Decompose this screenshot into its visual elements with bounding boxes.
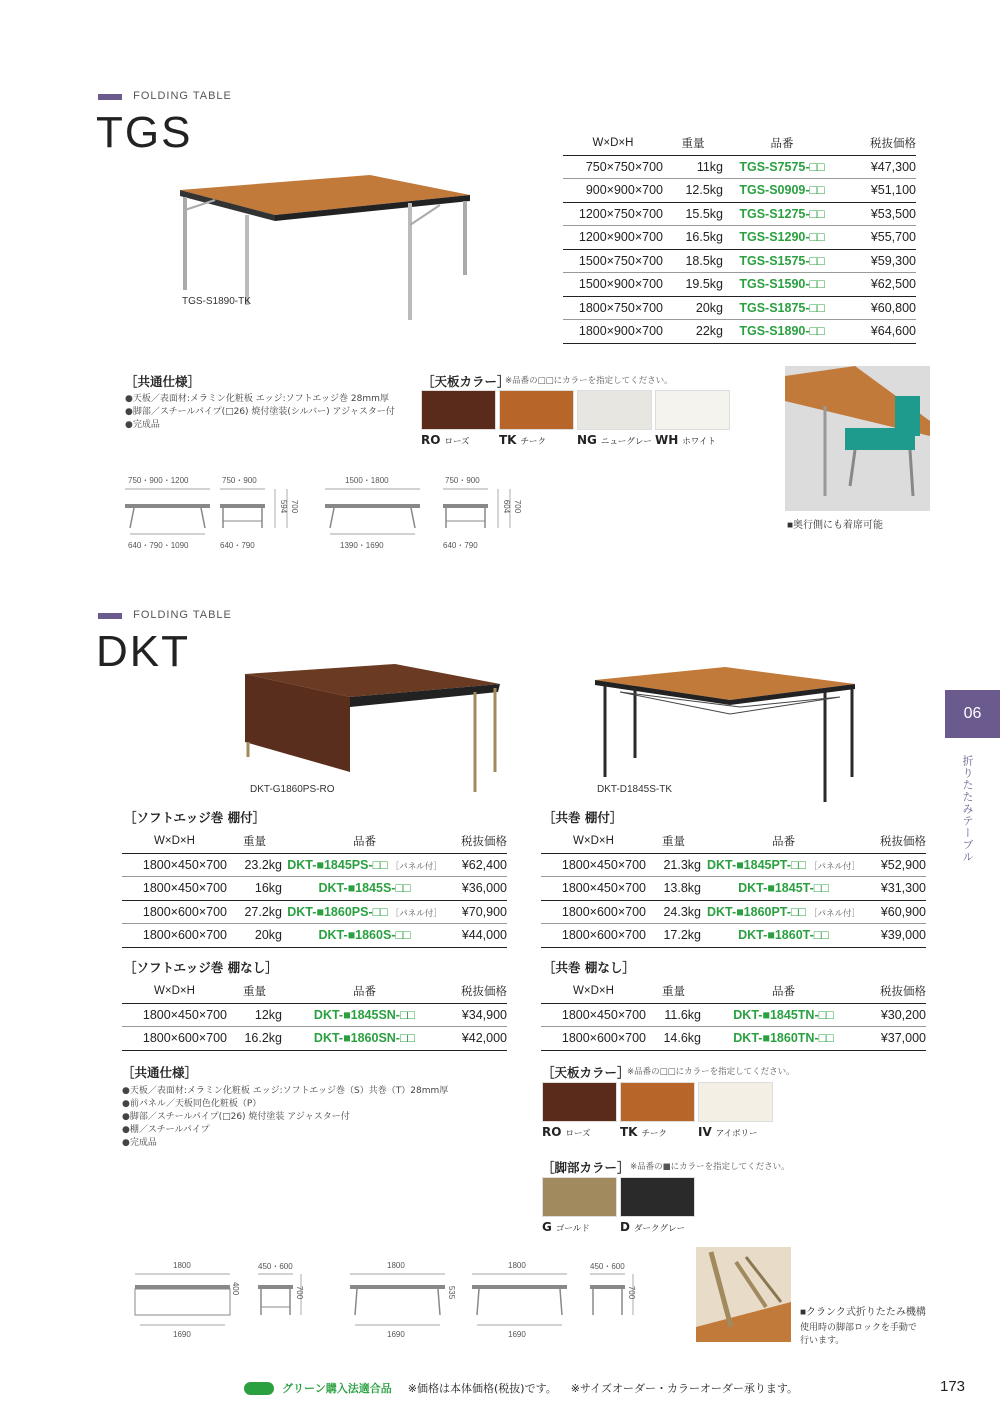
spec-item: ●天板／表面材:メラミン化粧板 エッジ:ソフトエッジ巻（S）共巻（T）28mm厚 [122, 1086, 449, 1096]
table-row [563, 226, 916, 250]
cell-code: DKT-■1860PT-□□ [706, 904, 807, 919]
color-swatch-item [499, 390, 574, 447]
tgs-section-label: FOLDING TABLE [98, 85, 232, 104]
section-bar [98, 94, 122, 100]
dkt-price-table [541, 830, 926, 948]
dim-label: 1690 [508, 1330, 526, 1339]
spec-item: ●天板／表面材:メラミン化粧板 エッジ:ソフトエッジ巻 28mm厚 [125, 394, 389, 404]
table-row [122, 877, 507, 901]
panel-note: ［パネル付］ [390, 860, 442, 871]
cell-code: DKT-■1860PS-□□ [287, 904, 388, 919]
panel-note: ［パネル付］ [390, 907, 442, 918]
green-label: グリーン購入法適合品 [282, 1382, 392, 1395]
chapter-tab-label: 折りたたみテーブル [961, 755, 974, 863]
dim-label: 400 [231, 1281, 241, 1296]
dim-label: 700 [513, 499, 523, 514]
tgs-side-photo [785, 366, 930, 511]
cell-price: ¥36,000 [461, 881, 507, 896]
swatch-code: IV [698, 1125, 712, 1139]
swatch-code: TK [499, 433, 517, 447]
dim-label: 640・790 [443, 541, 478, 550]
cell-price: ¥64,600 [870, 324, 916, 339]
cell-weight: 12kg [254, 1007, 282, 1022]
cell-price: ¥31,300 [880, 881, 926, 896]
swatch-name: ダークグレー [633, 1224, 685, 1234]
cell-price: ¥60,900 [880, 904, 926, 919]
color-swatch [577, 390, 652, 430]
spec-item: ●脚部／スチールパイプ(□26) 焼付塗装 アジャスター付 [122, 1112, 350, 1122]
cell-code: TGS-S1290-□□ [739, 230, 825, 245]
cell-price: ¥47,300 [870, 159, 916, 174]
swatch-label [698, 1125, 773, 1139]
cell-size: 1800×600×700 [142, 1031, 227, 1046]
cell-price: ¥37,000 [880, 1031, 926, 1046]
crank-caption: ■クランク式折りたたみ機構 [800, 1307, 926, 1318]
table-header [122, 980, 507, 1004]
header-cell: W×D×H [573, 835, 614, 848]
cell-size: 1800×450×700 [561, 881, 646, 896]
cell-weight: 20kg [695, 300, 723, 315]
color-swatch [620, 1177, 695, 1217]
footer [244, 1380, 798, 1396]
col-size: W×D×H [592, 137, 634, 150]
cell-size: 1800×450×700 [561, 1007, 646, 1022]
header-cell: 税抜価格 [461, 836, 507, 849]
table-row [122, 924, 507, 948]
dkt-price-table [541, 980, 926, 1051]
swatch-label [421, 433, 496, 447]
table-header [541, 980, 926, 1004]
table-row [563, 156, 916, 180]
dim-drawing-side [253, 1271, 313, 1329]
header-cell: W×D×H [573, 985, 614, 998]
dim-label: 640・790・1090 [128, 541, 189, 550]
color-swatch [499, 390, 574, 430]
cell-code: TGS-S1275-□□ [739, 206, 825, 221]
cell-code-wrap [282, 858, 447, 872]
cell-weight: 24.3kg [663, 904, 701, 919]
cell-weight: 12.5kg [685, 183, 723, 198]
cell-price: ¥60,800 [870, 300, 916, 315]
cell-price: ¥53,500 [870, 206, 916, 221]
tgs-spec-list [125, 393, 395, 432]
dkt-photo1-caption: DKT-G1860PS-RO [250, 784, 335, 795]
cell-weight: 21.3kg [663, 857, 701, 872]
color-swatch [698, 1082, 773, 1122]
dim-label: 750・900・1200 [128, 476, 189, 485]
swatch-code: G [542, 1220, 552, 1234]
cell-size: 1800×450×700 [142, 857, 227, 872]
color-swatch [655, 390, 730, 430]
cell-weight: 14.6kg [663, 1031, 701, 1046]
cell-size: 1800×450×700 [561, 857, 646, 872]
dim-label: 1800 [173, 1261, 191, 1270]
swatch-name: ゴールド [555, 1224, 590, 1234]
cell-code: DKT-■1845S-□□ [318, 881, 411, 896]
dkt-table-heading: ［共巻 棚付］ [543, 810, 623, 825]
cell-code: DKT-■1845T-□□ [738, 881, 829, 896]
header-cell: W×D×H [154, 985, 195, 998]
cell-size: 1800×600×700 [561, 928, 646, 943]
col-code: 品番 [770, 138, 794, 151]
header-cell: 品番 [772, 986, 795, 999]
dim-label: 750・900 [445, 476, 480, 485]
table-header [541, 830, 926, 854]
cell-code: DKT-■1845PS-□□ [287, 857, 388, 872]
swatch-label [620, 1220, 695, 1234]
table-row [122, 1004, 507, 1028]
table-row [541, 877, 926, 901]
table-row [541, 924, 926, 948]
dim-drawing-panel [130, 1271, 240, 1329]
color-swatch [421, 390, 496, 430]
dim-drawing-front-2 [467, 1271, 577, 1329]
cell-size: 1800×450×700 [142, 1007, 227, 1022]
dim-label: 594 [279, 499, 289, 514]
cell-size: 900×900×700 [585, 183, 663, 198]
cell-code-wrap [701, 858, 866, 872]
color-swatch [542, 1177, 617, 1217]
cell-price: ¥59,300 [870, 253, 916, 268]
cell-code-wrap [282, 905, 447, 919]
swatch-label [542, 1125, 617, 1139]
cell-weight: 20kg [254, 928, 282, 943]
cell-price: ¥30,200 [880, 1007, 926, 1022]
cell-price: ¥52,900 [880, 857, 926, 872]
swatch-name: チーク [641, 1129, 667, 1139]
table-row [122, 854, 507, 878]
cell-size: 1800×600×700 [561, 1031, 646, 1046]
cell-weight: 13.8kg [663, 881, 701, 896]
table-row [122, 1027, 507, 1051]
swatch-code: RO [421, 433, 441, 447]
header-cell: 重量 [662, 836, 685, 849]
cell-code: DKT-■1845PT-□□ [706, 857, 807, 872]
swatch-label [577, 433, 652, 447]
dim-label: 700 [290, 499, 300, 514]
cell-code: TGS-S0909-□□ [739, 183, 825, 198]
dkt-top-color-heading: ［天板カラー］ [542, 1065, 630, 1080]
panel-note: ［パネル付］ [809, 907, 861, 918]
cell-code-wrap [282, 1008, 447, 1022]
dkt-price-table [122, 980, 507, 1051]
tgs-color-heading: ［天板カラー］ [422, 374, 510, 389]
dkt-top-swatches [542, 1082, 773, 1139]
cell-weight: 23.2kg [244, 857, 282, 872]
cell-weight: 16kg [254, 881, 282, 896]
cell-size: 1800×600×700 [142, 928, 227, 943]
cell-code: TGS-S1590-□□ [739, 277, 825, 292]
cell-price: ¥70,900 [461, 904, 507, 919]
cell-size: 1200×750×700 [578, 206, 663, 221]
crank-text-2: 行います。 [800, 1335, 845, 1345]
tgs-color-note: ※品番の□□にカラーを指定してください。 [505, 376, 673, 386]
dim-label: 1800 [508, 1261, 526, 1270]
dkt-top-color-note: ※品番の□□にカラーを指定してください。 [627, 1067, 795, 1077]
color-swatch-item [620, 1082, 695, 1139]
footer-note-1: ※価格は本体価格(税抜)です。 [407, 1382, 557, 1395]
cell-code-wrap [701, 1008, 866, 1022]
dim-drawing-side-2 [585, 1271, 645, 1329]
color-swatch-item [655, 390, 730, 447]
table-row [563, 297, 916, 321]
col-price: 税抜価格 [870, 138, 916, 151]
cell-code: DKT-■1860SN-□□ [313, 1031, 416, 1046]
dim-label: 750・900 [222, 476, 257, 485]
header-cell: W×D×H [154, 835, 195, 848]
dkt-table-heading: ［共巻 棚なし］ [543, 960, 635, 975]
cell-code-wrap [701, 1031, 866, 1045]
cell-code: TGS-S7575-□□ [739, 159, 825, 174]
cell-size: 1500×750×700 [578, 253, 663, 268]
crank-photo [696, 1247, 791, 1342]
cell-code-wrap [282, 881, 447, 895]
header-cell: 品番 [353, 986, 376, 999]
table-row [563, 250, 916, 274]
cell-code: DKT-■1860T-□□ [738, 928, 829, 943]
cell-weight: 16.2kg [244, 1031, 282, 1046]
dkt-title: DKT [96, 627, 190, 676]
cell-code-wrap [282, 928, 447, 942]
cell-weight: 18.5kg [685, 253, 723, 268]
cell-code: DKT-■1845SN-□□ [313, 1007, 416, 1022]
swatch-name: ローズ [444, 437, 470, 447]
dim-label: 450・600 [258, 1262, 293, 1271]
swatch-name: ホワイト [682, 437, 717, 447]
color-swatch [542, 1082, 617, 1122]
swatch-code: TK [620, 1125, 638, 1139]
cell-size: 1800×600×700 [561, 904, 646, 919]
cell-price: ¥62,500 [870, 277, 916, 292]
header-cell: 税抜価格 [880, 986, 926, 999]
table-row [541, 1027, 926, 1051]
table-row [122, 901, 507, 925]
swatch-name: ローズ [565, 1129, 591, 1139]
swatch-code: D [620, 1220, 630, 1234]
spec-item: ●脚部／スチールパイプ(□26) 焼付塗装(シルバー) アジャスター付 [125, 407, 395, 417]
dkt-photo-1 [240, 662, 510, 802]
cell-size: 1800×900×700 [578, 324, 663, 339]
cell-price: ¥55,700 [870, 230, 916, 245]
dkt-spec-heading: ［共通仕様］ [122, 1065, 198, 1080]
section-bar [98, 613, 122, 619]
header-cell: 税抜価格 [461, 986, 507, 999]
dim-label: 1800 [387, 1261, 405, 1270]
cell-size: 1200×900×700 [578, 230, 663, 245]
swatch-name: ニューグレー [600, 437, 652, 447]
color-swatch-item [620, 1177, 695, 1234]
cell-code-wrap [701, 881, 866, 895]
dim-drawing-front [345, 1271, 455, 1329]
tgs-photo-caption: TGS-S1890-TK [182, 296, 251, 307]
dim-label: 700 [627, 1285, 637, 1300]
table-header [563, 132, 916, 156]
spec-item: ●棚／スチールパイプ [122, 1125, 210, 1135]
color-swatch-item [421, 390, 496, 447]
swatch-code: WH [655, 433, 679, 447]
panel-note: ［パネル付］ [809, 860, 861, 871]
crank-text-1: 使用時の脚部ロックを手動で [800, 1322, 917, 1332]
cell-price: ¥44,000 [461, 928, 507, 943]
cell-code: DKT-■1860TN-□□ [733, 1031, 834, 1046]
header-cell: 重量 [243, 836, 266, 849]
color-swatch-item [542, 1177, 617, 1234]
dim-label: 450・600 [590, 1262, 625, 1271]
cell-code: TGS-S1875-□□ [739, 300, 825, 315]
dkt-leg-color-heading: ［脚部カラー］ [542, 1160, 630, 1175]
swatch-name: アイボリー [715, 1129, 758, 1139]
dkt-leg-swatches [542, 1177, 695, 1234]
cell-code-wrap [701, 928, 866, 942]
table-row [563, 320, 916, 344]
cell-price: ¥39,000 [880, 928, 926, 943]
cell-weight: 11kg [696, 159, 723, 174]
swatch-code: RO [542, 1125, 562, 1139]
tgs-price-table [563, 132, 916, 344]
dkt-section-label: FOLDING TABLE [98, 604, 232, 623]
spec-item: ●完成品 [122, 1138, 157, 1148]
table-row [541, 901, 926, 925]
dkt-table-heading: ［ソフトエッジ巻 棚付］ [124, 810, 266, 825]
cell-price: ¥62,400 [461, 857, 507, 872]
dkt-dimension-drawings [125, 1258, 665, 1343]
dim-label: 1690 [387, 1330, 405, 1339]
cell-price: ¥51,100 [870, 183, 916, 198]
cell-code-wrap [282, 1031, 447, 1045]
table-row [541, 854, 926, 878]
table-header [122, 830, 507, 854]
cell-size: 1800×750×700 [578, 300, 663, 315]
dim-label: 640・790 [220, 541, 255, 550]
dkt-price-table [122, 830, 507, 948]
cell-size: 1800×600×700 [142, 904, 227, 919]
cell-weight: 11.6kg [664, 1007, 701, 1022]
cell-weight: 15.5kg [685, 206, 723, 221]
table-row [563, 179, 916, 203]
dkt-spec-list [122, 1085, 448, 1150]
dkt-photo2-caption: DKT-D1845S-TK [597, 784, 673, 795]
cell-weight: 16.5kg [685, 230, 723, 245]
color-swatch-item [698, 1082, 773, 1139]
color-swatch-item [577, 390, 652, 447]
tgs-spec-heading: ［共通仕様］ [125, 374, 201, 389]
footer-note-2: ※サイズオーダー・カラーオーダー承ります。 [570, 1382, 798, 1395]
swatch-label [620, 1125, 695, 1139]
swatch-name: チーク [520, 437, 546, 447]
cell-weight: 27.2kg [244, 904, 282, 919]
header-cell: 重量 [243, 986, 266, 999]
table-row [541, 1004, 926, 1028]
dim-label: 1690 [173, 1330, 191, 1339]
spec-item: ●前パネル／天板同色化粧板（P） [122, 1099, 262, 1109]
header-cell: 品番 [353, 836, 376, 849]
table-row [563, 203, 916, 227]
cell-size: 1800×450×700 [142, 881, 227, 896]
color-swatch-item [542, 1082, 617, 1139]
swatch-label [655, 433, 730, 447]
cell-code-wrap [701, 905, 866, 919]
dim-label: 1390・1690 [340, 541, 384, 550]
cell-weight: 17.2kg [663, 928, 701, 943]
col-weight: 重量 [681, 138, 705, 151]
swatch-label [542, 1220, 617, 1234]
swatch-label [499, 433, 574, 447]
chapter-tab-number[interactable]: 06 [945, 690, 1000, 738]
cell-price: ¥42,000 [461, 1031, 507, 1046]
header-cell: 税抜価格 [880, 836, 926, 849]
dkt-leg-color-note: ※品番の■にカラーを指定してください。 [630, 1162, 790, 1172]
cell-size: 750×750×700 [585, 159, 663, 174]
cell-weight: 19.5kg [685, 277, 723, 292]
tgs-side-caption: ■奥行側にも着席可能 [787, 520, 884, 531]
header-cell: 重量 [662, 986, 685, 999]
cell-code: DKT-■1860S-□□ [318, 928, 411, 943]
tgs-title: TGS [96, 108, 193, 157]
spec-item: ●完成品 [125, 420, 160, 430]
color-swatch [620, 1082, 695, 1122]
cell-code: DKT-■1845TN-□□ [733, 1007, 834, 1022]
cell-code: TGS-S1890-□□ [739, 324, 825, 339]
swatch-code: NG [577, 433, 597, 447]
page-number: 173 [940, 1378, 966, 1395]
dim-label: 535 [447, 1285, 457, 1300]
dkt-photo-2 [590, 662, 860, 802]
cell-code: TGS-S1575-□□ [739, 253, 825, 268]
dim-label: 1500・1800 [345, 476, 389, 485]
dim-drawing-front [120, 486, 215, 536]
cell-price: ¥34,900 [461, 1007, 507, 1022]
tgs-dimension-drawings [120, 470, 530, 550]
dim-label: 700 [295, 1285, 305, 1300]
tgs-swatches [421, 390, 730, 447]
green-mark-icon [244, 1382, 274, 1395]
cell-weight: 22kg [695, 324, 723, 339]
table-row [563, 273, 916, 297]
dkt-table-heading: ［ソフトエッジ巻 棚なし］ [124, 960, 278, 975]
cell-size: 1500×900×700 [578, 277, 663, 292]
header-cell: 品番 [772, 836, 795, 849]
dim-label: 604 [502, 499, 512, 514]
dim-drawing-front-large [320, 486, 430, 536]
